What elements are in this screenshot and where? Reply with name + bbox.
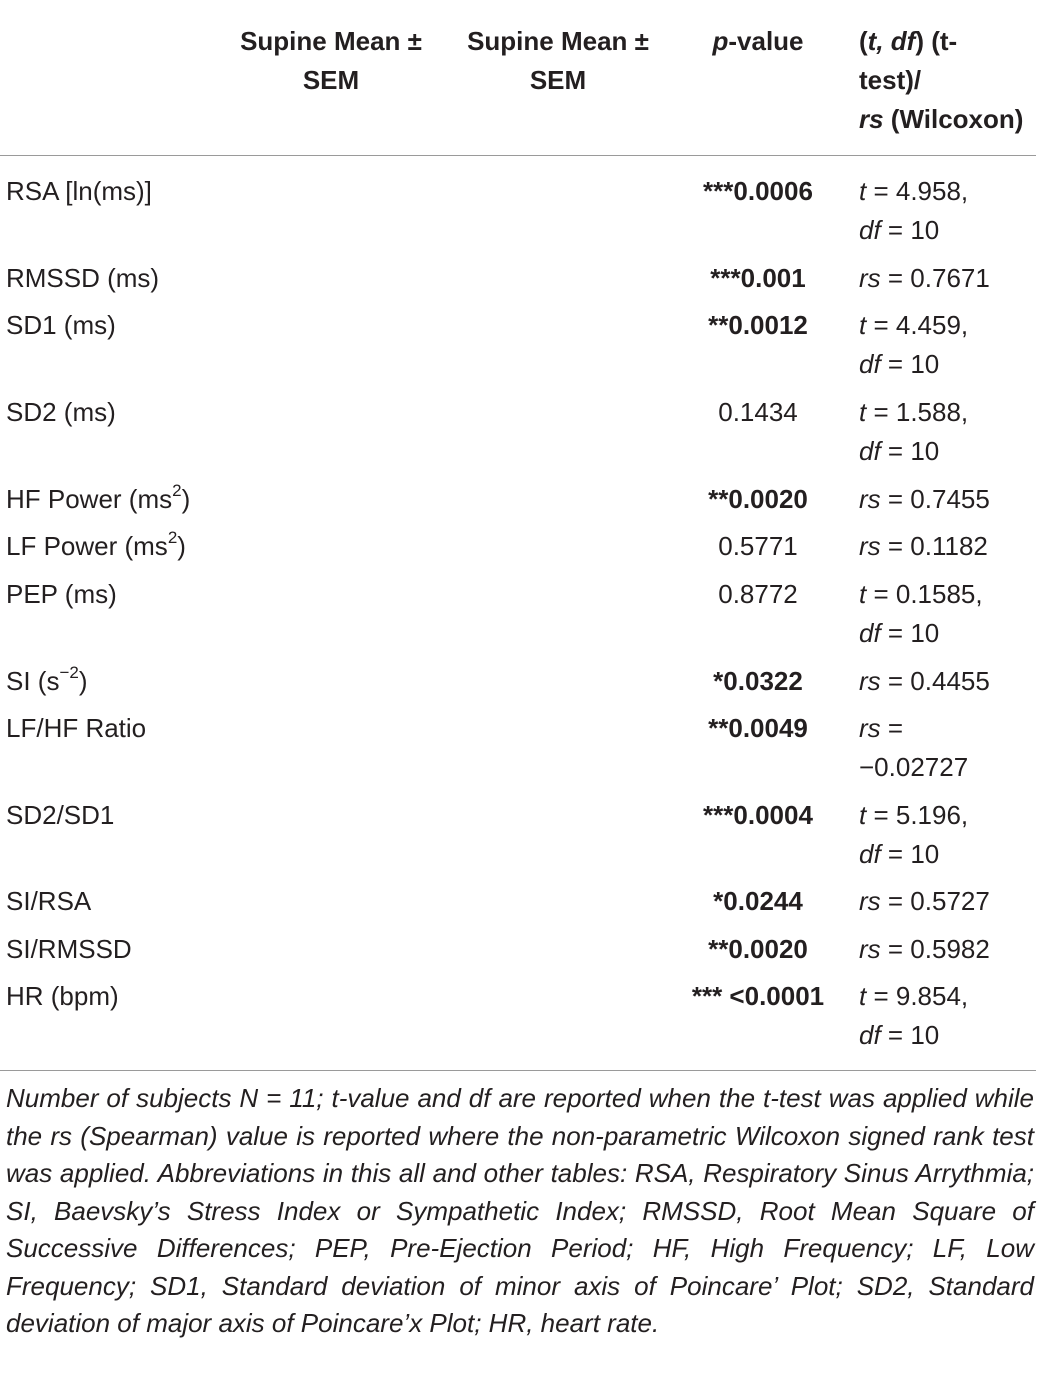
row-statistic: t = 1.588, df = 10 [859,397,969,466]
row-pvalue: *0.0244 [713,886,803,916]
bottom-rule [0,1070,1036,1071]
row-pvalue: 0.8772 [718,579,798,609]
row-statistic: rs = 0.4455 [859,666,990,696]
row-label: SI/RMSSD [6,934,132,964]
row-statistic: t = 9.854, df = 10 [859,981,969,1050]
row-pvalue: **0.0012 [708,310,808,340]
header-stat-line2: test)/ [859,65,922,95]
row-label: SD1 (ms) [6,310,116,340]
row-label: HF Power $(ms^2)$ [6,481,191,514]
header-stat-line3: rs (Wilcoxon) [859,104,1024,134]
row-pvalue: **0.0020 [708,934,808,964]
row-statistic: rs = 0.1182 [859,531,988,561]
row-pvalue: *0.0322 [713,666,803,696]
row-pvalue: ***0.0004 [703,800,813,830]
header-pvalue [676,22,840,61]
row-pvalue: ***0.0006 [703,176,813,206]
row-pvalue: ***0.001 [710,263,806,293]
row-statistic: t = 0.1585, df = 10 [859,579,983,648]
row-label: SI $(s^{-2})$ [6,663,88,696]
row-pvalue: *** <0.0001 [691,981,825,1011]
header-pvalue-rest: -value [728,26,804,56]
row-statistic: rs = 0.7671 [859,263,990,293]
row-label: RMSSD (ms) [6,263,160,293]
row-statistic: rs = 0.5727 [859,886,990,916]
header-col1: Supine Mean ± SEM [240,26,422,95]
header-rule [0,155,1036,156]
row-label: SI/RSA [6,886,92,916]
row-label: RSA [ln(ms)] [6,176,152,206]
row-statistic: t = 5.196, df = 10 [859,800,969,869]
row-pvalue: **0.0020 [708,484,808,514]
row-statistic: rs = 0.7455 [859,484,990,514]
header-stat [859,22,1039,139]
header-stat-line1: (t, df) (t- [859,26,958,56]
row-statistic: rs = 0.5982 [859,934,990,964]
header-col2: Supine Mean ± SEM [467,26,649,95]
row-label: LF/HF Ratio [6,713,147,743]
row-label: SD2 (ms) [6,397,116,427]
row-label: LF Power $(ms^2)$ [6,528,186,561]
row-label: HR (bpm) [6,981,119,1011]
row-label: PEP (ms) [6,579,117,609]
row-pvalue: **0.0049 [708,713,808,743]
row-label: SD2/SD1 [6,800,115,830]
row-statistic: rs = −0.02727 [859,713,969,782]
table-footnote: Number of subjects N = 11; t-value and df are reported when the t-test was applied while the rs (Spearman) value is reported where the non-parametric Wilcoxon signed rank test was applied. Abbreviations in this all and other tables: RSA, Respiratory Sinus Arrythmia; SI, Baevsky’s Stress Index or Sympathetic Index; RMSSD, Root Mean Square of Successive Differences; PEP, Pre-Ejection Period; HF, High Frequency; LF, Low Frequency; SD1, Standard deviation of minor axis of Poincare’ Plot; SD2, Standard deviation of major axis of Poincare’x Plot; HR, heart rate. [6,1083,1034,1338]
header-pvalue-italic: p [712,26,729,56]
row-statistic: t = 4.459, df = 10 [859,310,969,379]
row-pvalue: 0.1434 [718,397,798,427]
row-pvalue: 0.5771 [718,531,798,561]
row-statistic: t = 4.958, df = 10 [859,176,969,245]
